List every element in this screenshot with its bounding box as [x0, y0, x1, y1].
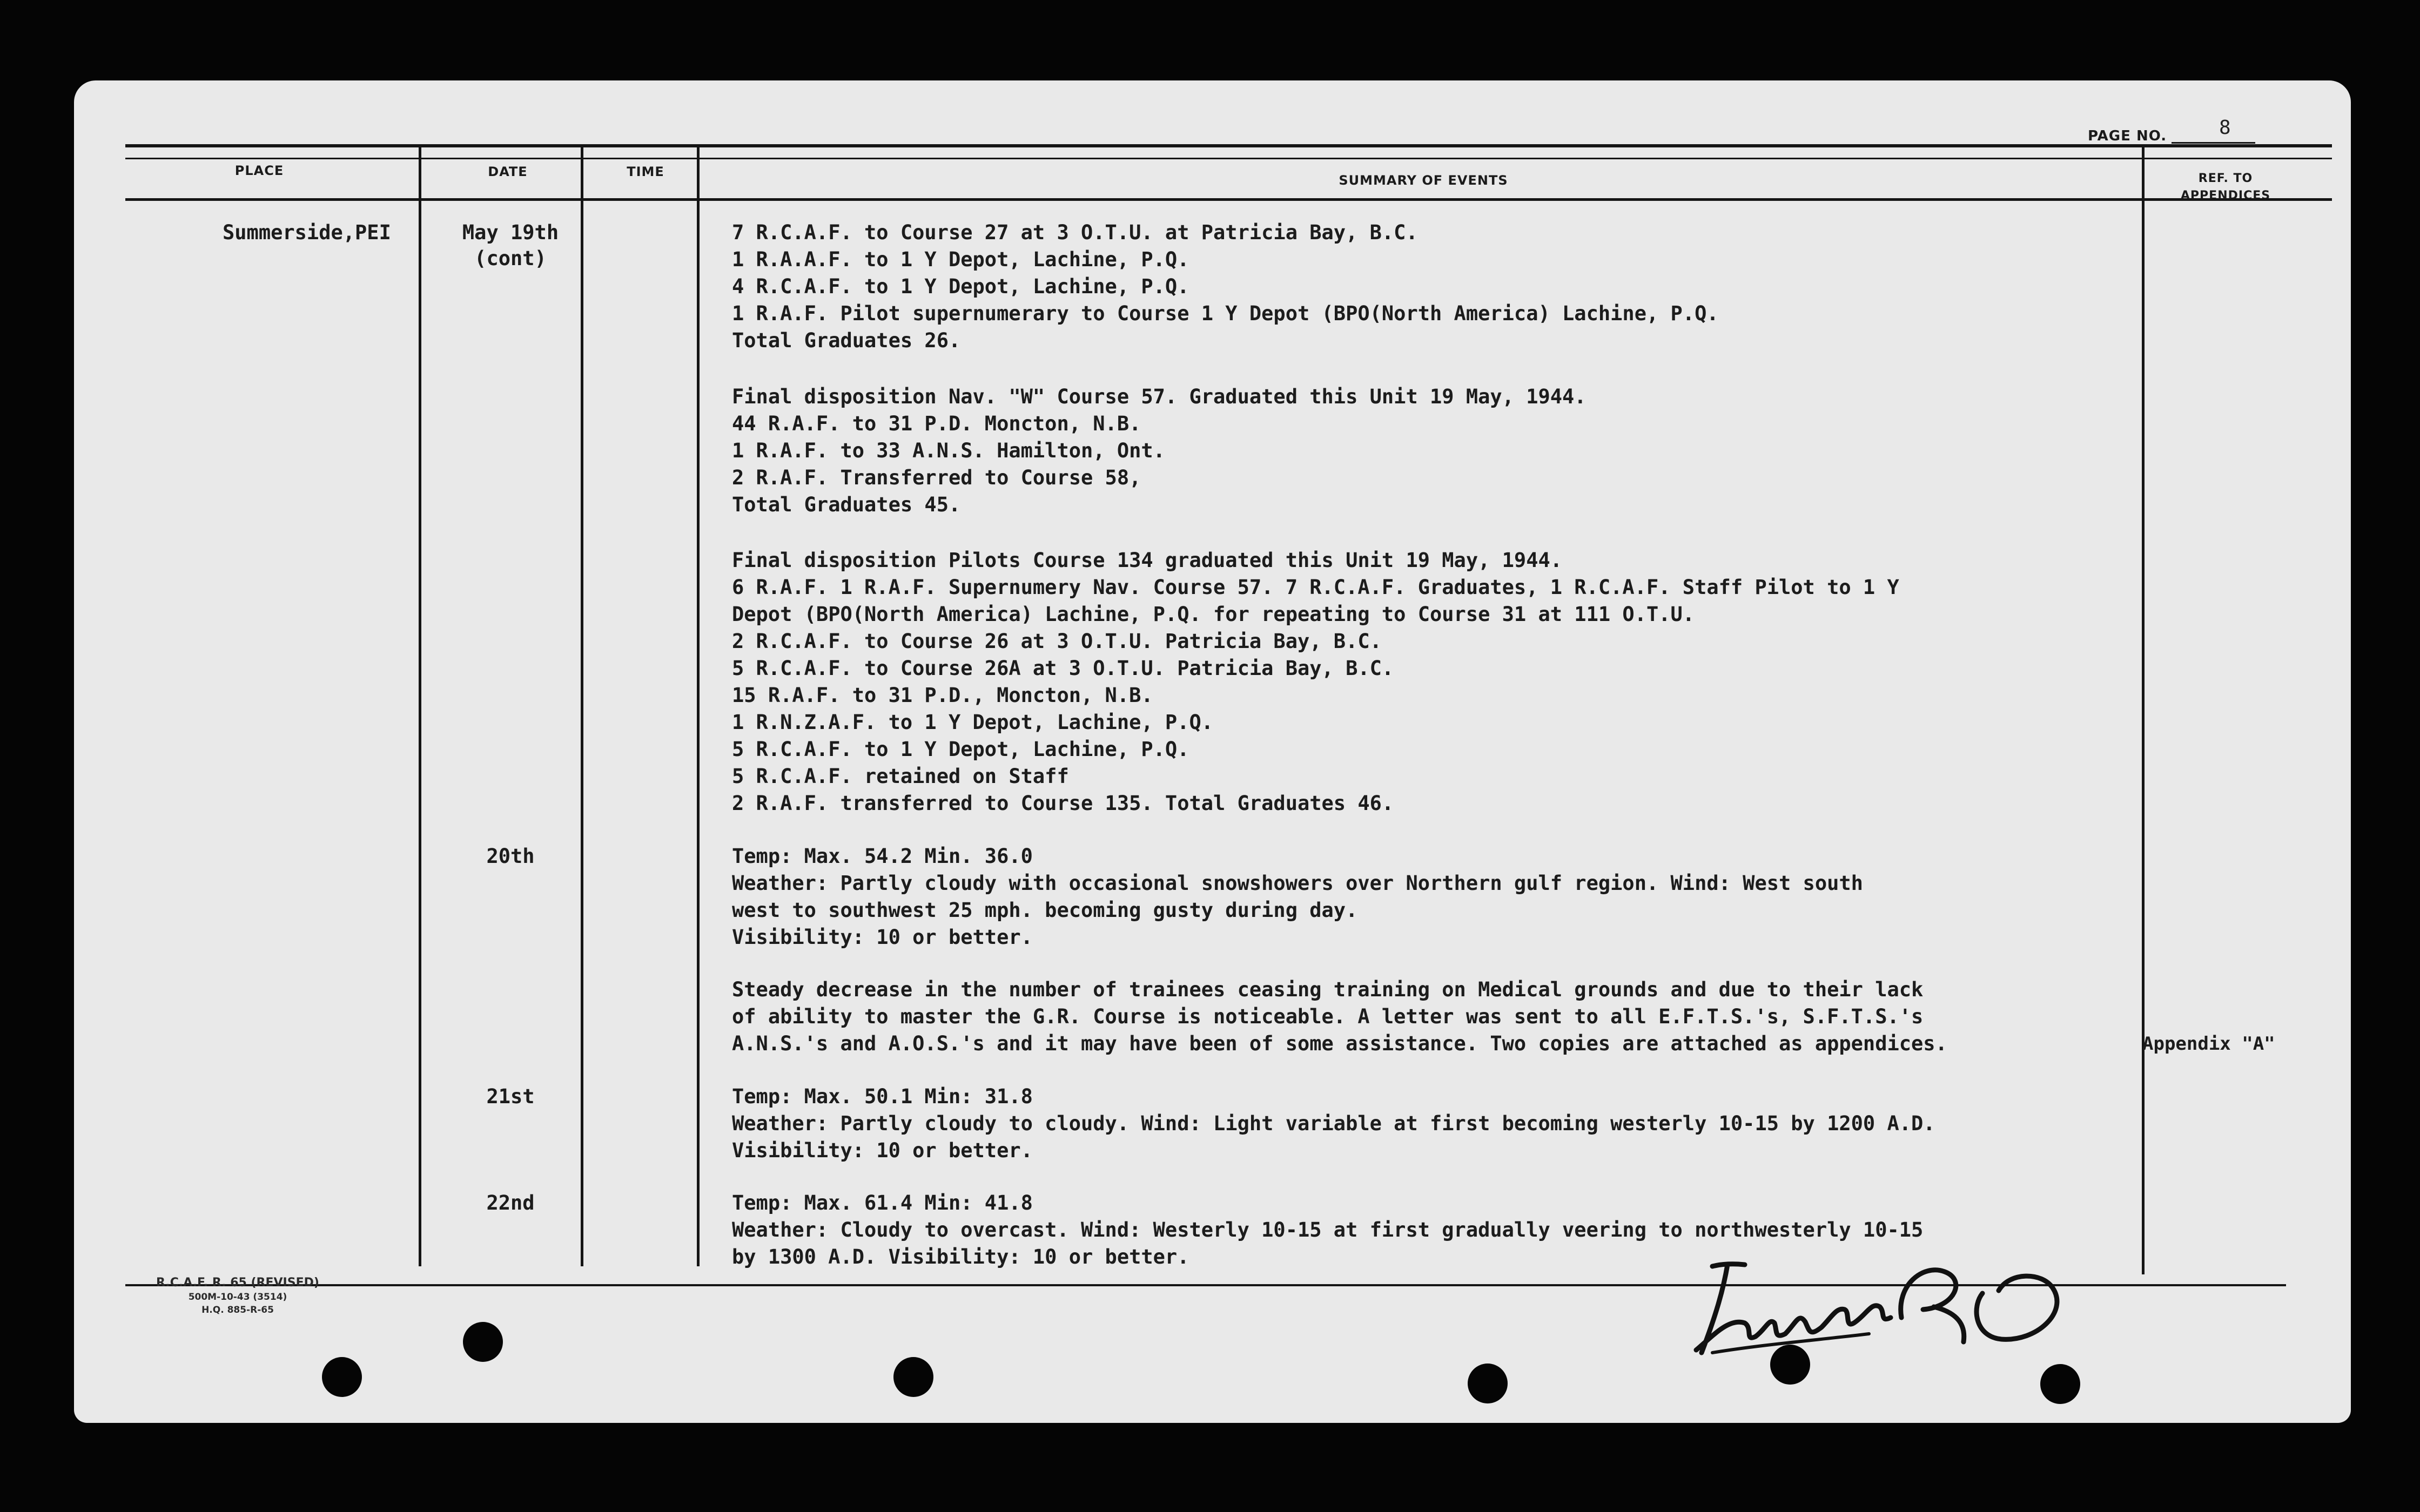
- summary-line: Temp: Max. 54.2 Min. 36.0: [732, 845, 1033, 868]
- summary-line: Weather: Cloudy to overcast. Wind: Westerly 10-15 at first gradually veering to northwesterly 10-15: [732, 1218, 1924, 1241]
- summary-line: of ability to master the G.R. Course is noticeable. A letter was sent to all E.F.T.S.'s, S.F.T.S.'s: [732, 1005, 1924, 1028]
- column-header-place: PLACE: [234, 163, 284, 178]
- column-divider-place: [419, 146, 421, 1266]
- summary-line: 5 R.C.A.F. to Course 26A at 3 O.T.U. Patricia Bay, B.C.: [732, 657, 1394, 680]
- date-21st: 21st: [486, 1085, 535, 1108]
- column-header-ref-line2: APPENDICES: [2180, 189, 2271, 202]
- place-entry: Summerside,PEI: [223, 221, 391, 244]
- column-header-time: TIME: [627, 164, 664, 179]
- header-top-rule: [125, 144, 2332, 147]
- summary-line: Final disposition Pilots Course 134 graduated this Unit 19 May, 1944.: [732, 549, 1563, 572]
- punch-hole: [893, 1357, 933, 1397]
- punch-hole: [463, 1322, 503, 1362]
- form-number: R.C.A.F. R. 65 (REVISED): [156, 1276, 319, 1290]
- summary-line: 5 R.C.A.F. to 1 Y Depot, Lachine, P.Q.: [732, 738, 1189, 761]
- signature: [1664, 1242, 2118, 1372]
- summary-line: west to southwest 25 mph. becoming gusty during day.: [732, 899, 1358, 922]
- header-bottom-rule: [125, 198, 2332, 201]
- summary-line: 1 R.N.Z.A.F. to 1 Y Depot, Lachine, P.Q.: [732, 711, 1214, 734]
- appendix-reference: Appendix "A": [2142, 1033, 2275, 1055]
- summary-line: 2 R.A.F. transferred to Course 135. Total Graduates 46.: [732, 792, 1394, 815]
- summary-line: 1 R.A.A.F. to 1 Y Depot, Lachine, P.Q.: [732, 248, 1189, 271]
- summary-line: Visibility: 10 or better.: [732, 1139, 1033, 1162]
- summary-block-trainee-note: [732, 976, 1947, 1057]
- summary-line: A.N.S.'s and A.O.S.'s and it may have been of some assistance. Two copies are attached as appendices.: [732, 1032, 1947, 1055]
- summary-block-weather-20th: [732, 843, 1863, 951]
- page-number-label: PAGE NO.: [2088, 128, 2167, 144]
- column-divider-summary: [2142, 146, 2145, 1274]
- summary-line: Final disposition Nav. "W" Course 57. Graduated this Unit 19 May, 1944.: [732, 385, 1587, 408]
- summary-block-nav-course-57: [732, 383, 1587, 518]
- summary-block-graduates-27: [732, 219, 1719, 354]
- summary-line: by 1300 A.D. Visibility: 10 or better.: [732, 1245, 1189, 1268]
- summary-line: Weather: Partly cloudy to cloudy. Wind: Light variable at first becoming westerly 10-15 by 1200 A.D.: [732, 1112, 1935, 1135]
- summary-line: Total Graduates 45.: [732, 493, 961, 516]
- header-mid-rule: [125, 158, 2332, 159]
- page-number: 8: [2219, 117, 2231, 139]
- form-print-code: 500M-10-43 (3514): [188, 1292, 287, 1302]
- summary-line: 7 R.C.A.F. to Course 27 at 3 O.T.U. at Patricia Bay, B.C.: [732, 221, 1418, 244]
- summary-line: Total Graduates 26.: [732, 329, 961, 352]
- date-22nd: 22nd: [486, 1191, 535, 1214]
- summary-line: 5 R.C.A.F. retained on Staff: [732, 765, 1069, 788]
- punch-hole: [322, 1357, 362, 1397]
- summary-line: Temp: Max. 61.4 Min: 41.8: [732, 1191, 1033, 1214]
- summary-line: Temp: Max. 50.1 Min: 31.8: [732, 1085, 1033, 1108]
- summary-line: Visibility: 10 or better.: [732, 926, 1033, 949]
- summary-line: Steady decrease in the number of trainees ceasing training on Medical grounds and due to their lack: [732, 978, 1924, 1001]
- punch-hole: [2040, 1364, 2080, 1404]
- summary-line: 6 R.A.F. 1 R.A.F. Supernumery Nav. Course 57. 7 R.C.A.F. Graduates, 1 R.C.A.F. Staff Pilot to 1 Y: [732, 576, 1899, 599]
- date-20th: 20th: [486, 845, 535, 868]
- summary-block-weather-21st: [732, 1083, 1935, 1164]
- date-may-19: May 19th: [462, 221, 559, 244]
- column-header-ref-line1: REF. TO: [2198, 172, 2253, 185]
- column-header-date: DATE: [488, 164, 528, 179]
- punch-hole: [1468, 1364, 1508, 1403]
- summary-line: 15 R.A.F. to 31 P.D., Moncton, N.B.: [732, 684, 1153, 707]
- summary-line: 1 R.A.F. Pilot supernumerary to Course 1 Y Depot (BPO(North America) Lachine, P.Q.: [732, 302, 1719, 325]
- summary-line: 2 R.A.F. Transferred to Course 58,: [732, 466, 1141, 489]
- page-number-underline: [2172, 142, 2255, 144]
- summary-line: 2 R.C.A.F. to Course 26 at 3 O.T.U. Patricia Bay, B.C.: [732, 630, 1382, 653]
- summary-block-pilots-course-134: [732, 547, 1899, 817]
- form-hq-code: H.Q. 885-R-65: [201, 1305, 274, 1315]
- summary-line: 1 R.A.F. to 33 A.N.S. Hamilton, Ont.: [732, 439, 1165, 462]
- punch-hole: [1770, 1345, 1810, 1385]
- column-header-summary: SUMMARY OF EVENTS: [1339, 173, 1508, 188]
- summary-line: Depot (BPO(North America) Lachine, P.Q. for repeating to Course 31 at 111 O.T.U.: [732, 603, 1695, 626]
- summary-line: 4 R.C.A.F. to 1 Y Depot, Lachine, P.Q.: [732, 275, 1189, 298]
- summary-line: 44 R.A.F. to 31 P.D. Moncton, N.B.: [732, 412, 1141, 435]
- date-cont: (cont): [474, 247, 547, 270]
- column-divider-time: [697, 146, 700, 1266]
- summary-line: Weather: Partly cloudy with occasional snowshowers over Northern gulf region. Wind: West south: [732, 872, 1863, 895]
